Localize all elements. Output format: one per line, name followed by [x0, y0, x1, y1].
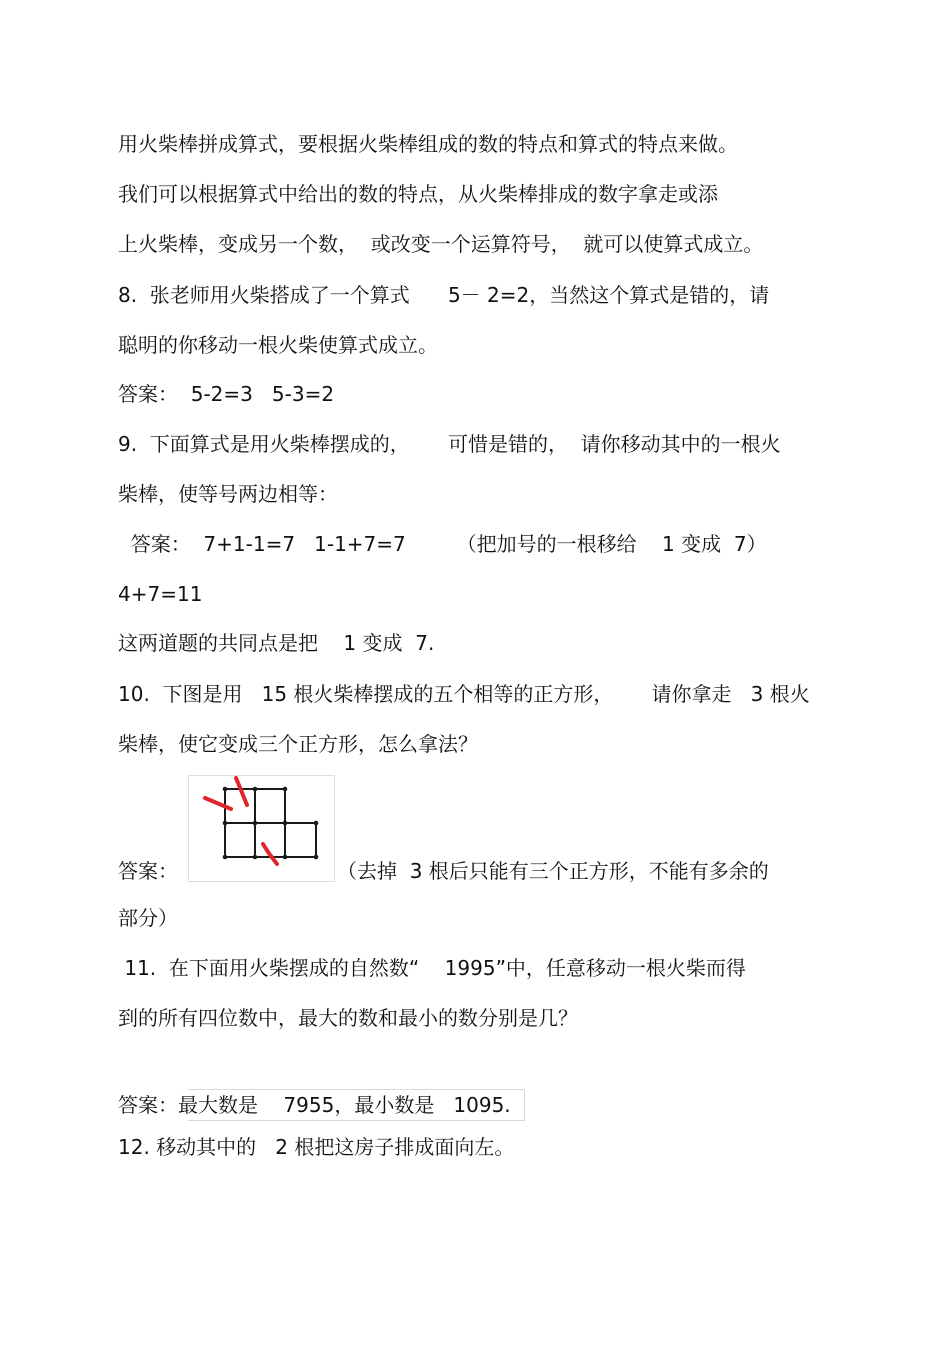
strike-mark-top — [236, 778, 247, 805]
q9-line-2: 柴棒，使等号两边相等： — [118, 482, 338, 506]
intro-line-2: 我们可以根据算式中给出的数的特点，从火柴棒排成的数字拿走或添 — [118, 182, 718, 206]
q11-line-1: 11. 在下面用火柴摆成的自然数“ 1995”中，任意移动一根火柴而得 — [118, 956, 746, 980]
matchstick-grid — [225, 789, 316, 857]
intro-line-3: 上火柴棒，变成另一个数， 或改变一个运算符号， 就可以使算式成立。 — [118, 232, 764, 256]
matchstick-squares-svg — [189, 776, 334, 881]
q11-line-2: 到的所有四位数中，最大的数和最小的数分别是几？ — [118, 1006, 578, 1030]
q10-answer-note: （去掉 3 根后只能有三个正方形，不能有多余的 — [337, 859, 769, 883]
q11-answer: 答案：最大数是 7955，最小数是 1095. — [118, 1093, 511, 1117]
square-bottom-left — [225, 823, 255, 857]
intro-line-1: 用火柴棒拼成算式，要根据火柴棒组成的数的特点和算式的特点来做。 — [118, 132, 738, 156]
q8-line-1: 8. 张老师用火柴搭成了一个算式 5－ 2=2，当然这个算式是错的，请 — [118, 283, 770, 307]
strike-mark-left — [205, 798, 231, 809]
q9-common-point: 这两道题的共同点是把 1 变成 7. — [118, 631, 435, 655]
q8-answer: 答案： 5-2=3 5-3=2 — [118, 382, 335, 406]
matchstick-squares-figure — [188, 775, 335, 882]
q8-line-2: 聪明的你移动一根火柴使算式成立。 — [118, 333, 438, 357]
square-top-left — [225, 789, 255, 823]
square-bottom-right — [285, 823, 316, 857]
q10-answer-label: 答案： — [118, 859, 178, 883]
q10-answer-note-cont: 部分） — [118, 906, 178, 930]
q9-line-1: 9. 下面算式是用火柴棒摆成的， 可惜是错的， 请你移动其中的一根火 — [118, 432, 781, 456]
q10-line-2: 柴棒，使它变成三个正方形，怎么拿法？ — [118, 732, 478, 756]
q10-line-1: 10. 下图是用 15 根火柴棒摆成的五个相等的正方形， 请你拿走 3 根火 — [118, 682, 810, 706]
strike-mark-bottom — [263, 844, 277, 864]
removed-stick-marks — [205, 778, 277, 864]
q9-answer: 答案： 7+1-1=7 1-1+7=7 （把加号的一根移给 1 变成 7） — [118, 532, 767, 556]
square-top-right — [255, 789, 285, 823]
q12-line-1: 12. 移动其中的 2 根把这房子排成面向左。 — [118, 1135, 515, 1159]
q9-answer-extra: 4+7=11 — [118, 582, 203, 606]
